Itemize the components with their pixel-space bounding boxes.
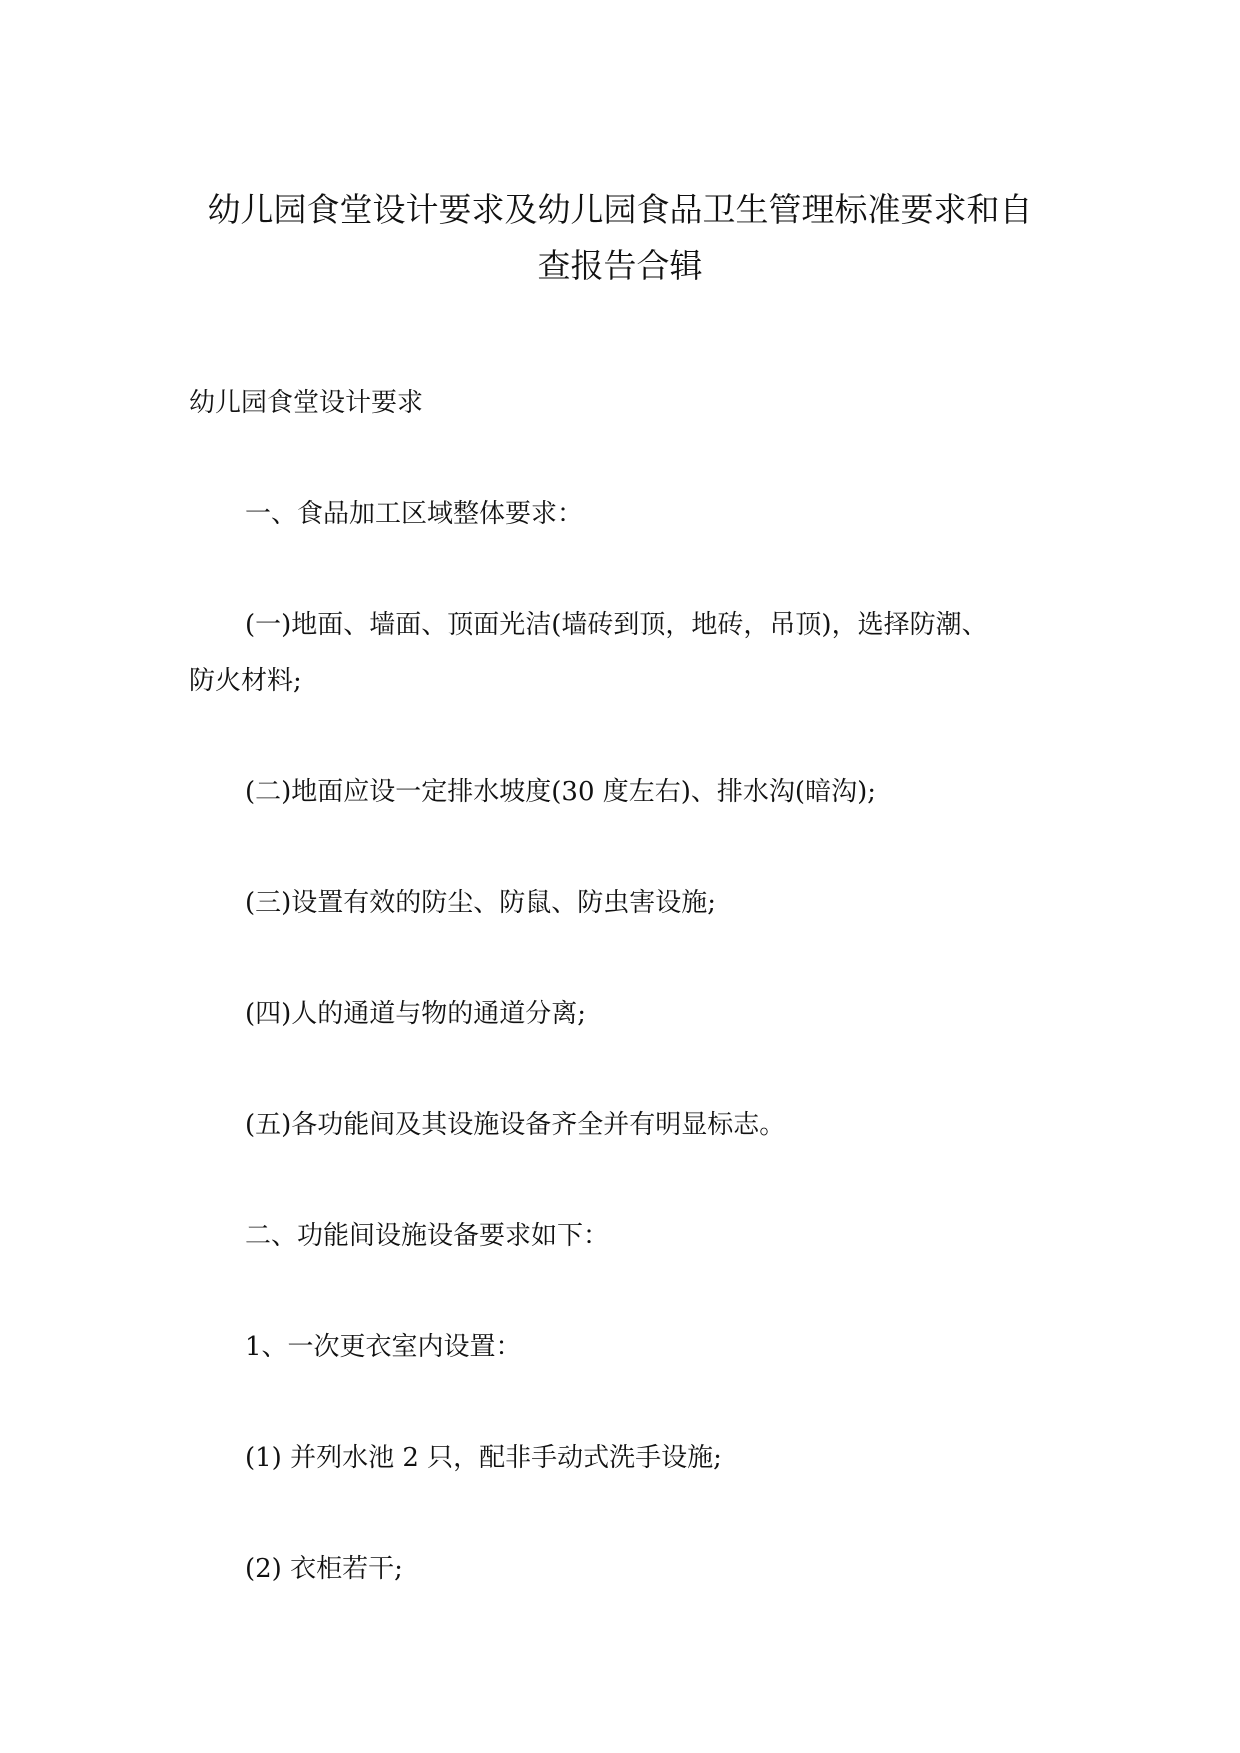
document-title-line-1: 幼儿园食堂设计要求及幼儿园食品卫生管理标准要求和自 [207, 190, 1033, 229]
section-heading: 幼儿园食堂设计要求 [189, 388, 424, 418]
part1-heading: 一、食品加工区域整体要求： [245, 499, 584, 529]
part1-item-3: (三)设置有效的防尘、防鼠、防虫害设施; [245, 888, 717, 918]
part2-sub-item-2: (2) 衣柜若干; [245, 1554, 403, 1584]
part1-item-4: (四)人的通道与物的通道分离; [245, 999, 587, 1029]
part2-heading: 二、功能间设施设备要求如下： [245, 1221, 610, 1251]
part1-item-1-line-2: 防火材料; [189, 666, 302, 696]
part1-item-5: (五)各功能间及其设施设备齐全并有明显标志。 [245, 1110, 786, 1140]
part2-sub-item-1: (1) 并列水池 2 只，配非手动式洗手设施; [245, 1443, 722, 1473]
document-title-line-2: 查报告合辑 [537, 246, 703, 285]
part2-subsection-heading: 1、一次更衣室内设置： [245, 1332, 522, 1362]
part1-item-1-line-1: (一)地面、墙面、顶面光洁(墙砖到顶，地砖，吊顶)，选择防潮、 [245, 610, 988, 640]
part1-item-2: (二)地面应设一定排水坡度(30 度左右)、排水沟(暗沟); [245, 777, 876, 807]
